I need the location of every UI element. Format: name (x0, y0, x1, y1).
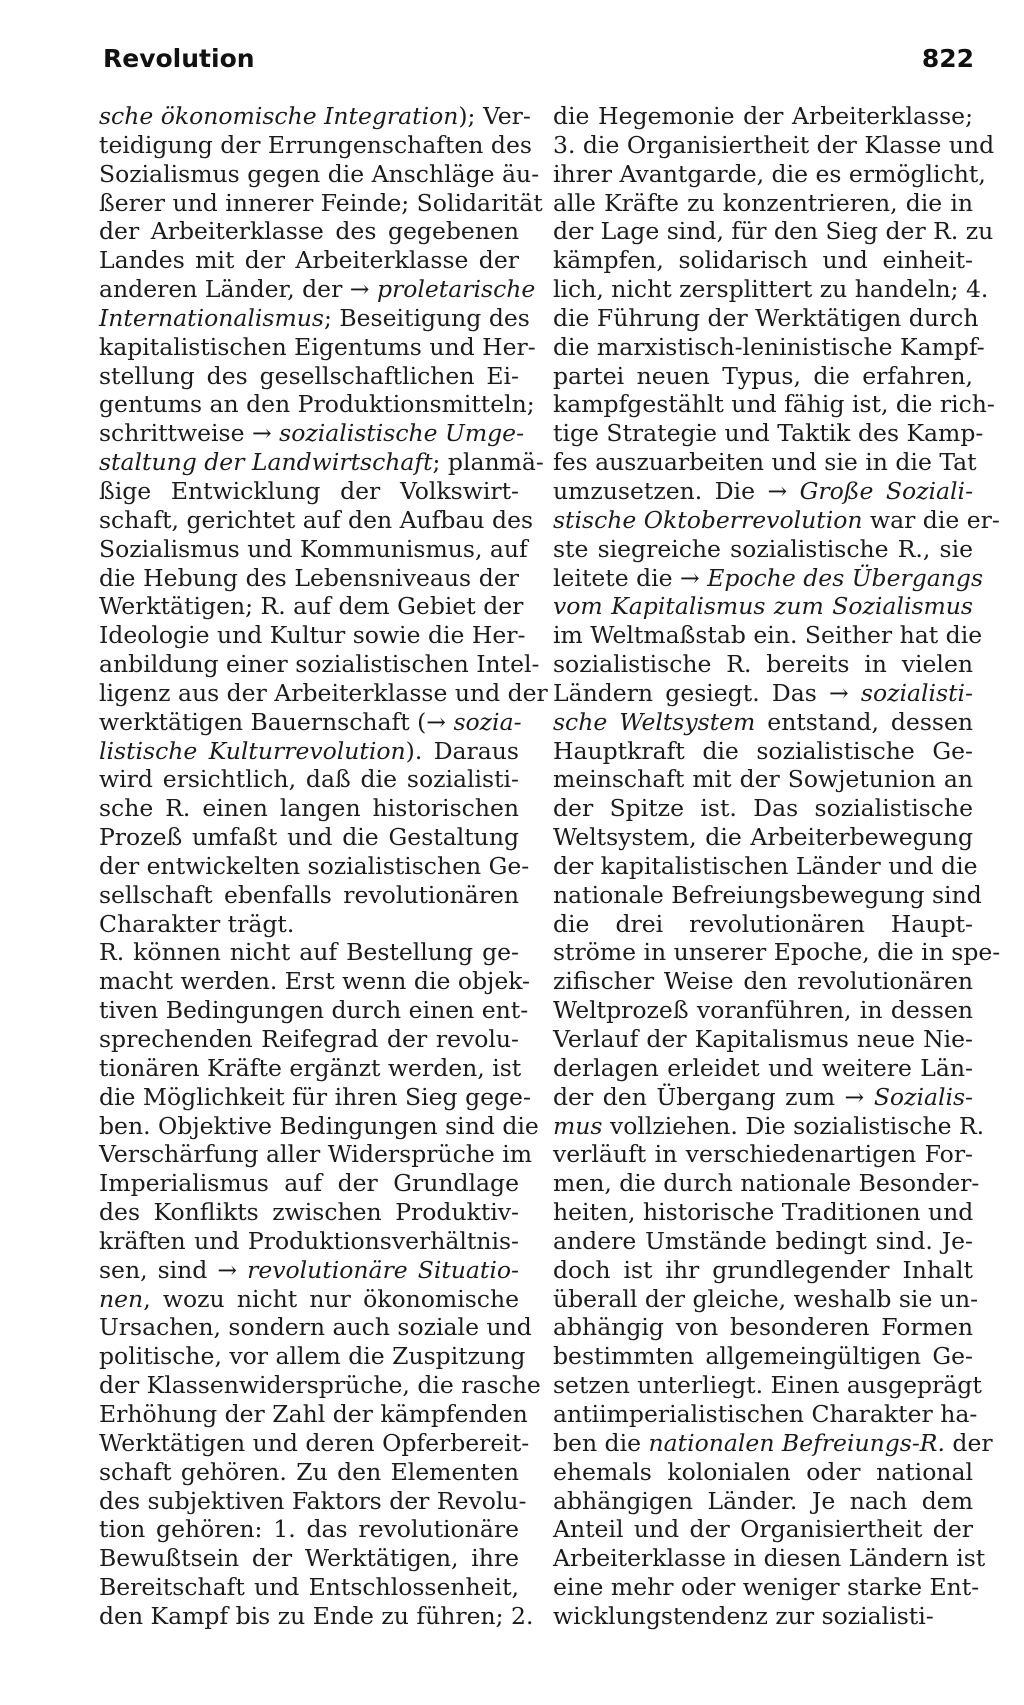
text-line (553, 1111, 985, 1141)
line-text: Verschärfung aller Widersprüche im (99, 1140, 533, 1169)
text-line (553, 650, 973, 679)
line-text: der (944, 1428, 993, 1457)
text-line (553, 737, 973, 766)
italic-term: proletarische (376, 275, 536, 304)
text-line (553, 1313, 973, 1342)
italic-term: sche ökonomische Integration (99, 102, 459, 130)
line-text: Ländern gesiegt. Das → (553, 678, 861, 707)
line-text: Weltprozeß voranführen, in dessen (553, 996, 973, 1025)
text-line (553, 130, 995, 160)
text-line (99, 794, 519, 823)
text-line (99, 505, 534, 535)
line-text: der Klassenwidersprüche, die rasche (99, 1371, 541, 1400)
italic-term: staltung der Landwirtschaft (99, 448, 433, 477)
text-line (99, 1342, 526, 1371)
line-text: ste siegreiche sozialistische R., sie (553, 534, 973, 563)
text-line (553, 1140, 973, 1169)
line-text: die Hebung des Lebensniveaus der (99, 563, 519, 592)
line-text: Bewußtsein der Werktätigen, ihre (99, 1544, 519, 1573)
line-text: andere Umstände bedingt sind. Je- (553, 1226, 973, 1255)
text-line (99, 564, 519, 593)
text-line (99, 851, 530, 881)
line-text: der kapitalistischen Länder und die (553, 851, 978, 880)
line-text: ßerer und innerer Feinde; Solidarität (99, 188, 543, 217)
line-text: ehemals kolonialen oder national (553, 1457, 973, 1486)
line-text: ; planmä- (432, 448, 544, 477)
line-text: der den Übergang zum → (553, 1082, 874, 1111)
italic-term: Epoche des Übergangs (707, 563, 983, 592)
line-text: tion gehören: 1. das revolutionäre (99, 1515, 519, 1544)
line-text: kämpfen, solidarisch und einheit- (553, 246, 973, 275)
line-text: des Konflikts zwischen Produktiv- (99, 1198, 519, 1227)
line-text: die drei revolutionären Haupt- (553, 909, 973, 938)
line-text: tionären Kräfte ergänzt werden, ist (99, 1053, 522, 1082)
line-text: sellschaft ebenfalls revolutionären (99, 880, 519, 909)
line-text: schaft, gerichtet auf den Aufbau des (99, 505, 534, 534)
text-line (553, 1083, 973, 1112)
line-text: den Kampf bis zu Ende zu führen; 2. (99, 1601, 534, 1630)
line-text: schaft gehören. Zu den Elementen (99, 1457, 519, 1486)
line-text: 3. die Organisiertheit der Klasse und (553, 130, 995, 159)
line-text: sozialistische R. bereits in vielen (553, 650, 973, 679)
line-text: Charakter trägt. (99, 909, 295, 938)
text-line (553, 1399, 978, 1429)
text-line (553, 967, 973, 996)
text-line (553, 332, 985, 362)
text-line (99, 1227, 519, 1256)
text-column-left (99, 102, 548, 1631)
text-line (553, 390, 995, 419)
line-text: tiven Bedingungen durch einen ent- (99, 996, 529, 1025)
line-text: überall der gleiche, weshalb sie un- (553, 1284, 979, 1313)
line-text: die Möglichkeit für ihren Sieg gege- (99, 1082, 531, 1111)
line-text: Sozialismus und Kommunismus, auf (99, 534, 528, 563)
italic-term: stische Oktoberrevolution (553, 505, 863, 534)
italic-term: vom Kapitalismus zum Sozialismus (553, 592, 973, 621)
page-number: 822 (921, 44, 974, 73)
line-text: der Lage sind, für den Sieg der R. zu (553, 217, 994, 246)
text-line (553, 563, 983, 593)
line-text: antiimperialistischen Charakter ha- (553, 1399, 978, 1428)
italic-term: sche Weltsystem (553, 707, 756, 736)
text-line (99, 765, 519, 794)
text-line (99, 390, 535, 419)
text-line (553, 794, 973, 823)
text-line (553, 1458, 973, 1487)
text-line (553, 1371, 982, 1400)
line-text: politische, vor allem die Zuspitzung (99, 1342, 526, 1371)
line-text: die Hegemonie der Arbeiterklasse; (553, 102, 973, 130)
line-text: umzusetzen. Die → (553, 476, 800, 505)
text-line (99, 1428, 530, 1458)
text-line (99, 102, 531, 131)
line-text: gentums an den Produktionsmitteln; (99, 390, 535, 419)
text-line (553, 246, 973, 275)
running-head-keyword: Revolution (103, 44, 255, 73)
italic-term: revolutionäre Situatio- (247, 1255, 519, 1284)
text-line (553, 621, 983, 650)
line-text: abhängigen Länder. Je nach dem (553, 1486, 973, 1515)
line-text: zifischer Weise den revolutionären (553, 967, 973, 996)
text-line (553, 1169, 980, 1198)
line-text: anderen Länder, der → (99, 275, 377, 304)
text-line (553, 592, 973, 621)
line-text: war die er- (862, 505, 1000, 534)
line-text: der entwickelten sozialistischen Ge- (99, 851, 530, 880)
line-text: Bereitschaft und Entschlossenheit, (99, 1573, 519, 1602)
text-line (99, 1486, 527, 1516)
line-text: Imperialismus auf der Grundlage (99, 1169, 519, 1198)
line-text: bestimmten allgemeingültigen Ge- (553, 1342, 973, 1371)
line-text: wicklungstendenz zur sozialisti- (553, 1601, 934, 1630)
text-line (99, 362, 519, 391)
text-line (99, 967, 530, 996)
line-text: im Weltmaßstab ein. Seither hat die (553, 621, 983, 650)
text-line (553, 1025, 973, 1054)
line-text: kampfgestählt und fähig ist, die rich- (553, 390, 995, 419)
line-text: alle Kräfte zu konzentrieren, die in (553, 188, 973, 217)
line-text: sche R. einen langen historischen (99, 794, 519, 823)
line-text: anbildung einer sozialistischen Intel- (99, 650, 540, 679)
text-line (553, 823, 973, 852)
text-line (99, 303, 530, 333)
italic-term: listische Kulturrevolution (99, 736, 406, 765)
line-text: ßige Entwicklung der Volkswirt- (99, 476, 519, 505)
line-text: macht werden. Erst wenn die objek- (99, 967, 530, 996)
line-text: der Spitze ist. Das sozialistische (553, 794, 973, 823)
text-line (553, 1256, 973, 1285)
italic-term: nen (99, 1284, 144, 1313)
line-text: kräften und Produktionsverhältnis- (99, 1226, 519, 1255)
line-text: entstand, dessen (755, 707, 973, 736)
text-line (553, 1227, 973, 1256)
text-line (99, 217, 519, 246)
text-line (553, 1602, 973, 1631)
line-text: Erhöhung der Zahl der kämpfenden (99, 1399, 528, 1428)
text-line (99, 1082, 531, 1112)
text-line (99, 159, 540, 189)
line-text: Weltsystem, die Arbeiterbewegung (553, 823, 973, 852)
line-text: Sozialismus gegen die Anschläge äu- (99, 159, 540, 188)
italic-term: Große Soziali- (799, 476, 974, 505)
italic-term: mus (553, 1111, 603, 1140)
italic-term: Sozialis- (873, 1082, 973, 1111)
text-line (99, 650, 540, 679)
line-text: des subjektiven Faktors der Revolu- (99, 1486, 527, 1515)
line-text: leitete die → (553, 563, 708, 592)
text-line (553, 505, 1000, 535)
text-line (553, 880, 982, 910)
line-text: R. können nicht auf Bestellung ge- (99, 938, 519, 967)
text-line (99, 332, 536, 362)
line-text: tige Strategie und Taktik des Kamp- (553, 419, 984, 448)
line-text: Hauptkraft die sozialistische Ge- (553, 736, 973, 765)
text-line (99, 477, 519, 506)
text-line (553, 1198, 973, 1227)
line-text: nationale Befreiungsbewegung sind (553, 880, 982, 909)
text-line (99, 188, 543, 218)
line-text: sen, sind → (99, 1255, 248, 1284)
line-text: sprechenden Reifegrad der revolu- (99, 1025, 519, 1053)
text-line (99, 1371, 541, 1400)
text-line (99, 534, 528, 564)
line-text: werktätigen Bauernschaft (→ (99, 707, 454, 736)
line-text: die Führung der Werktätigen durch (553, 303, 979, 332)
line-text: verläuft in verschiedenartigen For- (553, 1140, 973, 1169)
text-line (99, 938, 519, 967)
line-text: Werktätigen; R. auf dem Gebiet der (99, 592, 524, 621)
text-line (553, 1284, 979, 1314)
text-line (99, 1601, 534, 1631)
italic-term: sozia- (453, 707, 522, 736)
line-text: stellung des gesellschaftlichen Ei- (99, 361, 519, 390)
text-line (99, 621, 526, 650)
text-line (553, 1054, 973, 1083)
text-line (99, 1140, 533, 1169)
text-line (553, 275, 989, 304)
text-column-right (553, 102, 1001, 1631)
line-text: eine mehr oder weniger starke Ent- (553, 1573, 980, 1602)
text-line (99, 1573, 519, 1602)
italic-term: Internationalismus (99, 303, 324, 332)
text-line (553, 765, 973, 794)
text-line (553, 1515, 973, 1544)
line-text: teidigung der Errungenschaften des (99, 130, 532, 159)
line-text: lich, nicht zersplittert zu handeln; 4. (553, 275, 989, 304)
text-line (553, 851, 978, 881)
line-text: men, die durch nationale Besonder- (553, 1169, 980, 1198)
text-line (99, 1515, 519, 1544)
text-line (99, 1111, 539, 1141)
line-text: die marxistisch-leninistische Kampf- (553, 332, 985, 361)
text-line (553, 217, 994, 246)
line-text: ben die (553, 1428, 649, 1457)
text-line (99, 707, 522, 737)
line-text: ). Daraus (405, 736, 519, 765)
text-line (553, 910, 973, 939)
text-line (553, 303, 979, 333)
text-line (553, 102, 973, 131)
line-text: wird ersichtlich, daß die sozialisti- (99, 765, 519, 794)
line-text: , wozu nicht nur ökonomische (143, 1284, 519, 1313)
line-text: Ideologie und Kultur sowie die Her- (99, 621, 526, 650)
line-text: ströme in unserer Epoche, die in spe- (553, 938, 1001, 967)
line-text: derlagen erleidet und weitere Län- (553, 1053, 973, 1082)
text-line (99, 737, 519, 766)
text-line (553, 362, 973, 391)
text-line (99, 275, 536, 304)
text-line (553, 419, 984, 448)
italic-term: nationalen Befreiungs-R. (648, 1428, 945, 1457)
line-text: Prozeß umfaßt und die Gestaltung (99, 823, 519, 852)
line-text: schrittweise → (99, 419, 280, 448)
line-text: vollziehen. Die sozialistische R. (602, 1111, 985, 1140)
text-line (99, 1313, 532, 1342)
text-line (553, 996, 973, 1025)
line-text: kapitalistischen Eigentums und Her- (99, 332, 536, 361)
line-text: doch ist ihr grundlegender Inhalt (553, 1255, 973, 1284)
line-text: fes auszuarbeiten und sie in die Tat (553, 448, 977, 477)
text-line (99, 448, 544, 477)
line-text: heiten, historische Traditionen und (553, 1198, 974, 1227)
text-line (553, 938, 1001, 967)
text-line (553, 159, 986, 189)
text-line (99, 1285, 519, 1314)
text-line (99, 1544, 519, 1573)
text-line (553, 679, 973, 708)
text-line (99, 910, 519, 939)
text-line (99, 678, 548, 708)
text-line (99, 1053, 522, 1083)
text-line (553, 1573, 980, 1602)
line-text: setzen unterliegt. Einen ausgeprägt (553, 1371, 982, 1400)
text-line (99, 1198, 519, 1227)
text-line (553, 1342, 973, 1371)
line-text: Landes mit der Arbeiterklasse der (99, 246, 519, 275)
text-line (99, 1025, 519, 1054)
line-text: ligenz aus der Arbeiterklasse und der (99, 678, 548, 707)
text-line (553, 448, 977, 477)
text-line (553, 1544, 986, 1573)
text-line (553, 1428, 993, 1458)
italic-term: sozialisti- (860, 678, 973, 707)
text-line (99, 1169, 519, 1198)
text-line (99, 130, 532, 160)
text-line (99, 823, 519, 852)
text-line (553, 189, 973, 218)
text-line (99, 419, 525, 448)
line-text: ); Ver- (458, 102, 531, 130)
text-line (99, 592, 524, 621)
line-text: abhängig von besonderen Formen (553, 1313, 973, 1342)
text-line (99, 996, 529, 1025)
text-line (99, 1399, 528, 1429)
line-text: ; Beseitigung des (323, 303, 530, 332)
text-line (99, 1256, 519, 1285)
line-text: Werktätigen und deren Opferbereit- (99, 1428, 530, 1457)
text-line (99, 1458, 519, 1487)
line-text: partei neuen Typus, die erfahren, (553, 361, 973, 390)
line-text: der Arbeiterklasse des gegebenen (99, 217, 519, 246)
line-text: ihrer Avantgarde, die es ermöglicht, (553, 159, 986, 188)
text-line (553, 708, 973, 737)
text-line (553, 1487, 973, 1516)
line-text: Anteil und der Organisiertheit der (553, 1515, 973, 1544)
italic-term: sozialistische Umge- (279, 419, 525, 448)
text-line (99, 246, 519, 275)
text-line (553, 535, 973, 564)
line-text: Arbeiterklasse in diesen Ländern ist (553, 1544, 986, 1573)
text-line (553, 477, 973, 506)
text-line (99, 881, 519, 910)
line-text: meinschaft mit der Sowjetunion an (553, 765, 973, 794)
line-text: Verlauf der Kapitalismus neue Nie- (553, 1025, 973, 1053)
line-text: Ursachen, sondern auch soziale und (99, 1313, 532, 1342)
line-text: ben. Objektive Bedingungen sind die (99, 1111, 539, 1140)
